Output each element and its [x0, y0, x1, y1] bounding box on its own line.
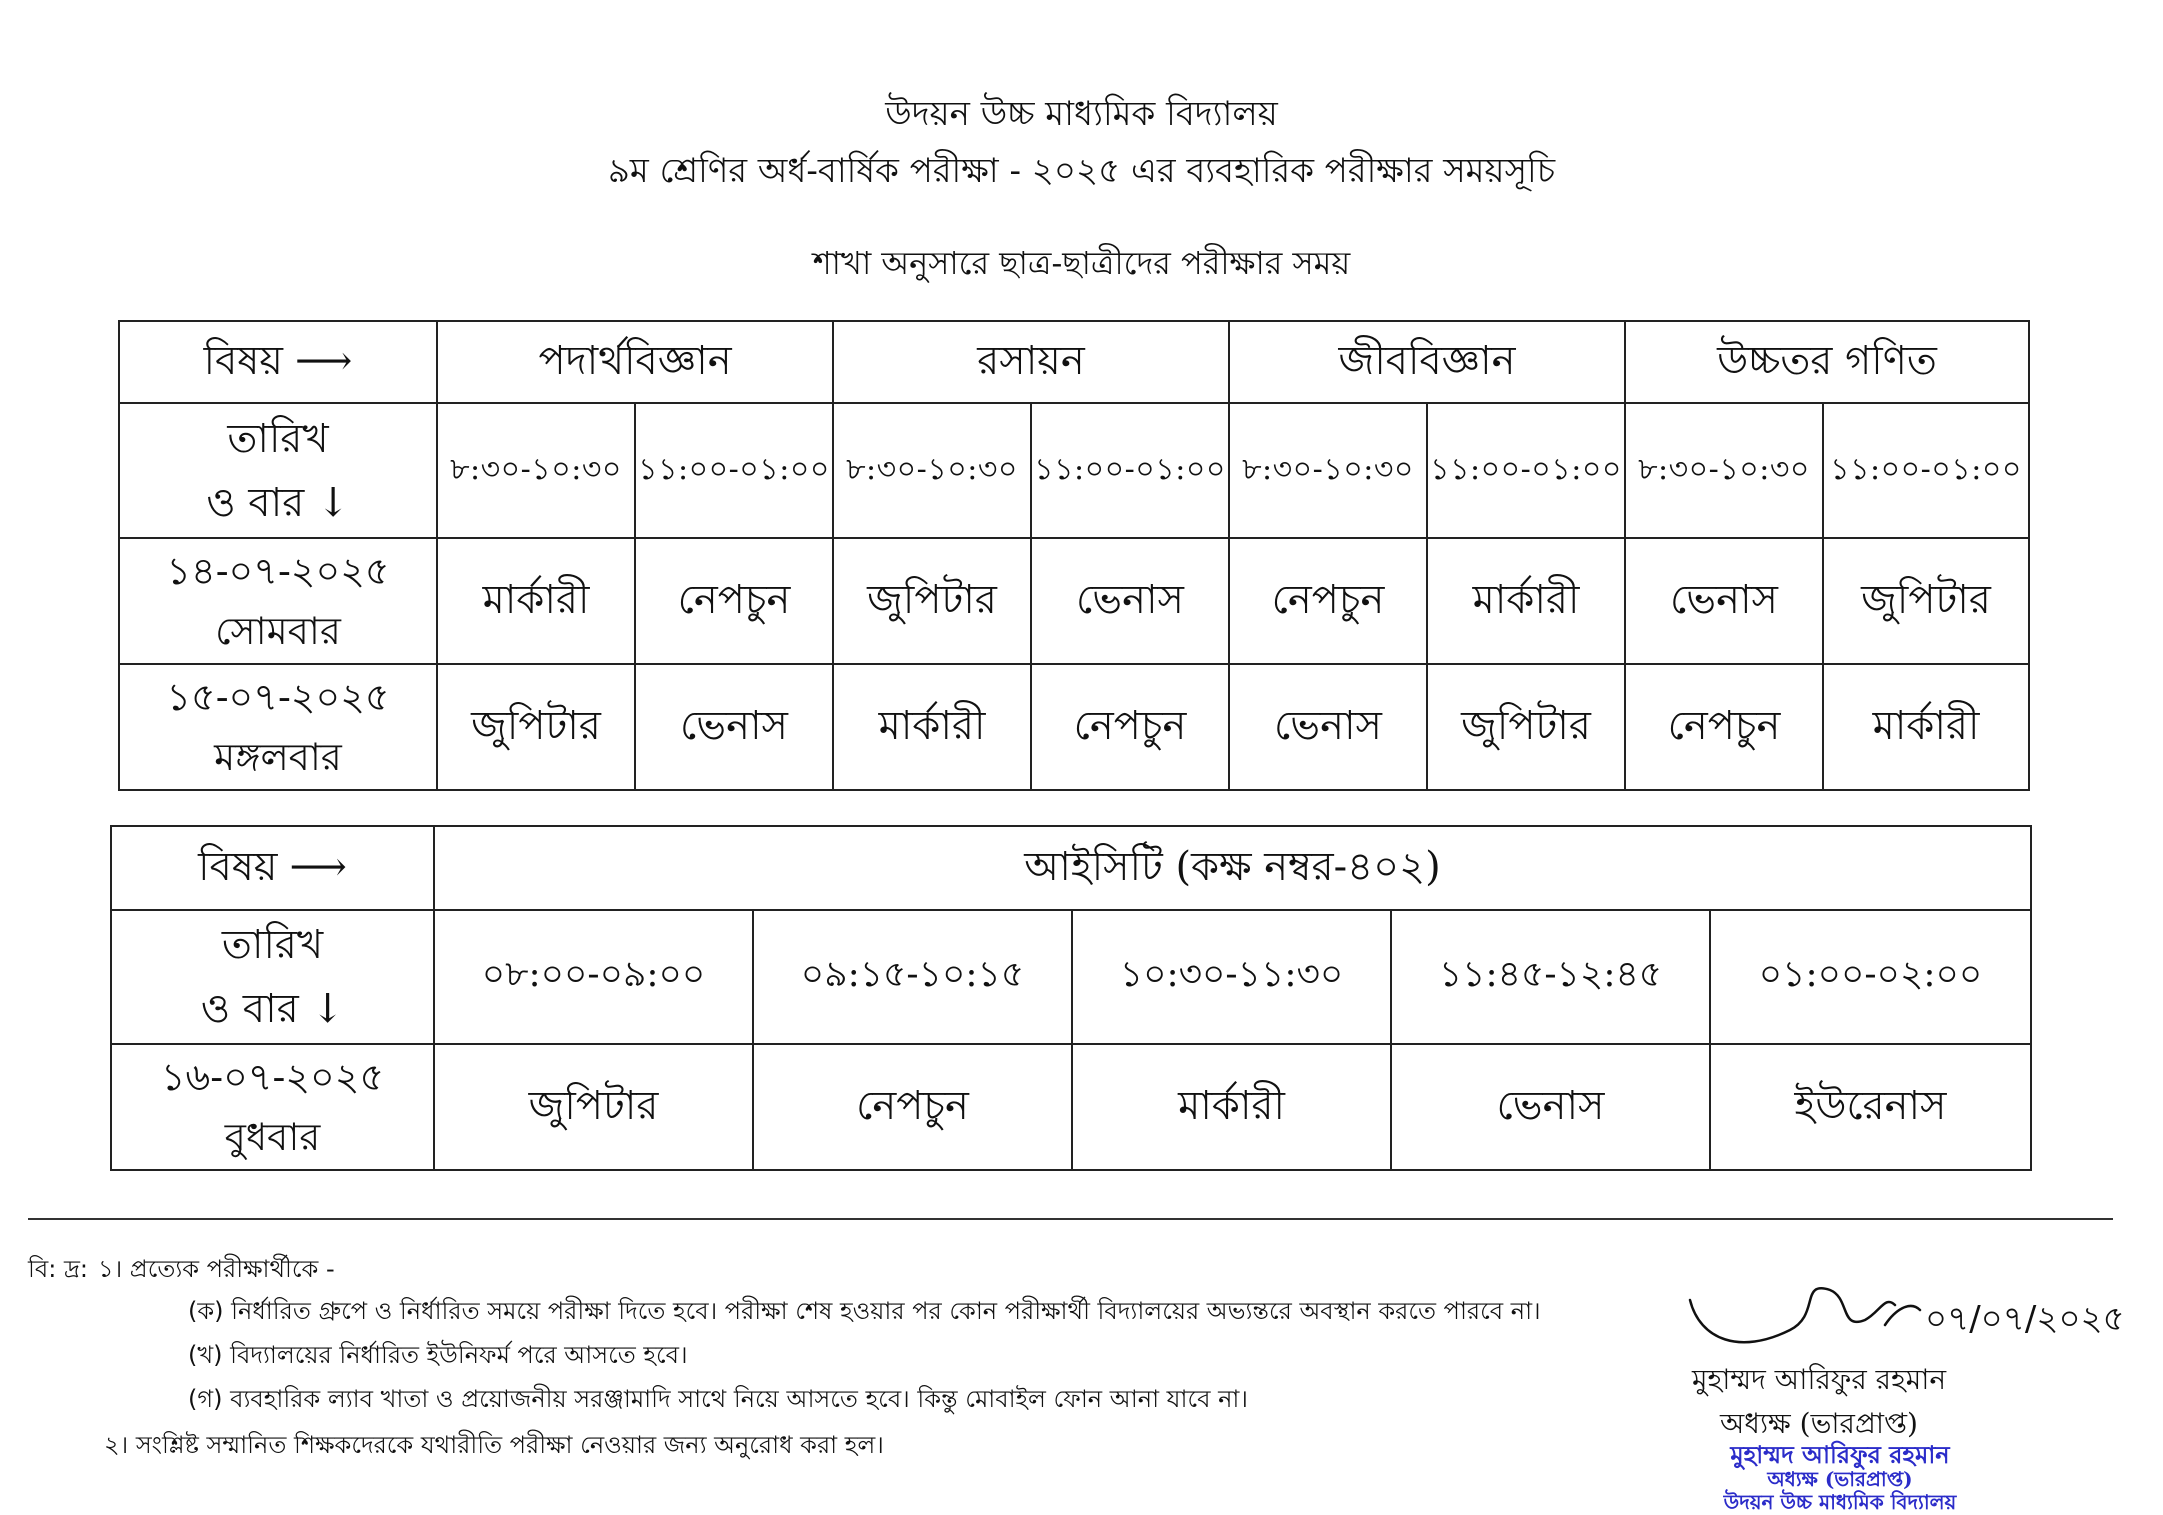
group-cell: ভেনাস [1229, 664, 1427, 790]
subject-biology: জীববিজ্ঞান [1229, 321, 1625, 403]
signature-scribble [1680, 1270, 2140, 1360]
ict-schedule-table [110, 825, 2032, 1171]
table-row [111, 1044, 2031, 1170]
group-cell: নেপচুন [635, 538, 833, 664]
notes-prefix: বি: দ্র: [28, 1255, 88, 1283]
group-cell: ভেনাস [1031, 538, 1229, 664]
group-cell: নেপচুন [753, 1044, 1072, 1170]
divider [28, 1218, 2113, 1220]
group-cell: ইউরেনাস [1710, 1044, 2031, 1170]
group-cell: জুপিটার [437, 664, 635, 790]
arrow-down-icon: ↓ [316, 479, 350, 526]
group-cell: জুপিটার [434, 1044, 753, 1170]
exam-day: সোমবার [215, 609, 341, 653]
time-slot: ১১:০০-০১:০০ [635, 403, 833, 538]
exam-day: বুধবার [224, 1115, 321, 1159]
time-slot: ০৮:০০-০৯:০০ [434, 910, 753, 1044]
time-slot: ০৯:১৫-১০:১৫ [753, 910, 1072, 1044]
signer-name: মুহাম্মদ আরিফুর রহমান [1692, 1363, 1947, 1396]
group-cell: ভেনাস [1625, 538, 1823, 664]
date-label: তারিখ [227, 415, 329, 462]
time-slot: ১১:০০-০১:০০ [1823, 403, 2029, 538]
group-cell: মার্কারী [1072, 1044, 1391, 1170]
group-cell: ভেনাস [1391, 1044, 1710, 1170]
note-item-2: ২। সংশ্লিষ্ট সম্মানিত শিক্ষকদেরকে যথারীতি পরীক্ষা নেওয়ার জন্য অনুরোধ করা হল। [104, 1431, 884, 1459]
exam-day: মঙ্গলবার [214, 735, 342, 779]
time-slot: ৮:৩০-১০:৩০ [1625, 403, 1823, 538]
subject-label: বিষয় [203, 337, 283, 384]
arrow-right-icon: ⟶ [289, 843, 347, 890]
time-slot: ১০:৩০-১১:৩০ [1072, 910, 1391, 1044]
group-cell: জুপিটার [833, 538, 1031, 664]
subject-physics: পদার্থবিজ্ঞান [437, 321, 833, 403]
subject-higher-math: উচ্চতর গণিত [1625, 321, 2029, 403]
exam-date: ১৪-০৭-২০২৫ [166, 549, 390, 593]
subject-label-cell [111, 826, 434, 910]
table-row [119, 538, 2029, 664]
group-cell: ভেনাস [635, 664, 833, 790]
time-slot: ১১:৪৫-১২:৪৫ [1391, 910, 1710, 1044]
time-slot: ৮:৩০-১০:৩০ [437, 403, 635, 538]
subject-chemistry: রসায়ন [833, 321, 1229, 403]
note-item-1: ১। প্রত্যেক পরীক্ষার্থীকে - [98, 1255, 335, 1283]
group-cell: জুপিটার [1427, 664, 1625, 790]
subject-header-row [111, 826, 2031, 910]
signature-date: ০৭/০৭/২০২৫ [1925, 1299, 2125, 1339]
group-cell: মার্কারী [833, 664, 1031, 790]
table-row [119, 664, 2029, 790]
subject-label: বিষয় [198, 843, 278, 890]
official-stamp [1690, 1442, 1990, 1514]
schedule-subtitle: শাখা অনুসারে ছাত্র-ছাত্রীদের পরীক্ষার সময় [812, 244, 1351, 282]
date-label-cell [119, 403, 437, 538]
time-slot: ০১:০০-০২:০০ [1710, 910, 2031, 1044]
note-sub-b: (খ) বিদ্যালয়ের নির্ধারিত ইউনিফর্ম পরে আসতে হবে। [188, 1341, 688, 1369]
arrow-down-icon: ↓ [310, 986, 345, 1032]
signer-title: অধ্যক্ষ (ভারপ্রাপ্ত) [1720, 1407, 1918, 1440]
group-cell: মার্কারী [437, 538, 635, 664]
arrow-right-icon: ⟶ [294, 337, 353, 384]
group-cell: নেপচুন [1625, 664, 1823, 790]
group-cell: জুপিটার [1823, 538, 2029, 664]
time-row [111, 910, 2031, 1044]
day-label: ও বার [206, 479, 305, 526]
time-slot: ১১:০০-০১:০০ [1031, 403, 1229, 538]
school-name: উদয়ন উচ্চ মাধ্যমিক বিদ্যালয় [885, 94, 1278, 134]
group-cell: মার্কারী [1427, 538, 1625, 664]
time-row [119, 403, 2029, 538]
signature-block [1660, 1270, 2140, 1515]
note-sub-a: (ক) নির্ধারিত গ্রুপে ও নির্ধারিত সময়ে পরীক্ষা দিতে হবে। পরীক্ষা শেষ হওয়ার পর কোন পরীক্ষার্থী বিদ্যালয়ের অভ্যন্তরে অবস্থান করতে পারবে না। [188, 1297, 1541, 1325]
date-cell [111, 1044, 434, 1170]
date-cell [119, 538, 437, 664]
subject-ict: আইসিটি (কক্ষ নম্বর-৪০২) [434, 826, 2031, 910]
date-cell [119, 664, 437, 790]
time-slot: ১১:০০-০১:০০ [1427, 403, 1625, 538]
stamp-title: অধ্যক্ষ (ভারপ্রাপ্ত) [1767, 1467, 1913, 1491]
date-label-cell [111, 910, 434, 1044]
group-cell: নেপচুন [1229, 538, 1427, 664]
exam-date: ১৫-০৭-২০২৫ [166, 675, 390, 719]
subject-label-cell [119, 321, 437, 403]
group-cell: নেপচুন [1031, 664, 1229, 790]
note-sub-c: (গ) ব্যবহারিক ল্যাব খাতা ও প্রয়োজনীয় সরঞ্জামাদি সাথে নিয়ে আসতে হবে। কিন্তু মোবাইল ফোন আনা যাবে না। [188, 1385, 1248, 1413]
exam-date: ১৬-০৭-২০২৫ [160, 1055, 385, 1099]
stamp-school: উদয়ন উচ্চ মাধ্যমিক বিদ্যালয় [1723, 1490, 1957, 1514]
group-cell: মার্কারী [1823, 664, 2029, 790]
day-label: ও বার [200, 986, 299, 1032]
stamp-name: মুহাম্মদ আরিফুর রহমান [1730, 1440, 1950, 1469]
science-schedule-table [118, 320, 2030, 791]
date-label: তারিখ [221, 922, 324, 968]
time-slot: ৮:৩০-১০:৩০ [1229, 403, 1427, 538]
subject-header-row [119, 321, 2029, 403]
time-slot: ৮:৩০-১০:৩০ [833, 403, 1031, 538]
exam-title: ৯ম শ্রেণির অর্ধ-বার্ষিক পরীক্ষা - ২০২৫ এর ব্যবহারিক পরীক্ষার সময়সূচি [607, 151, 1556, 191]
